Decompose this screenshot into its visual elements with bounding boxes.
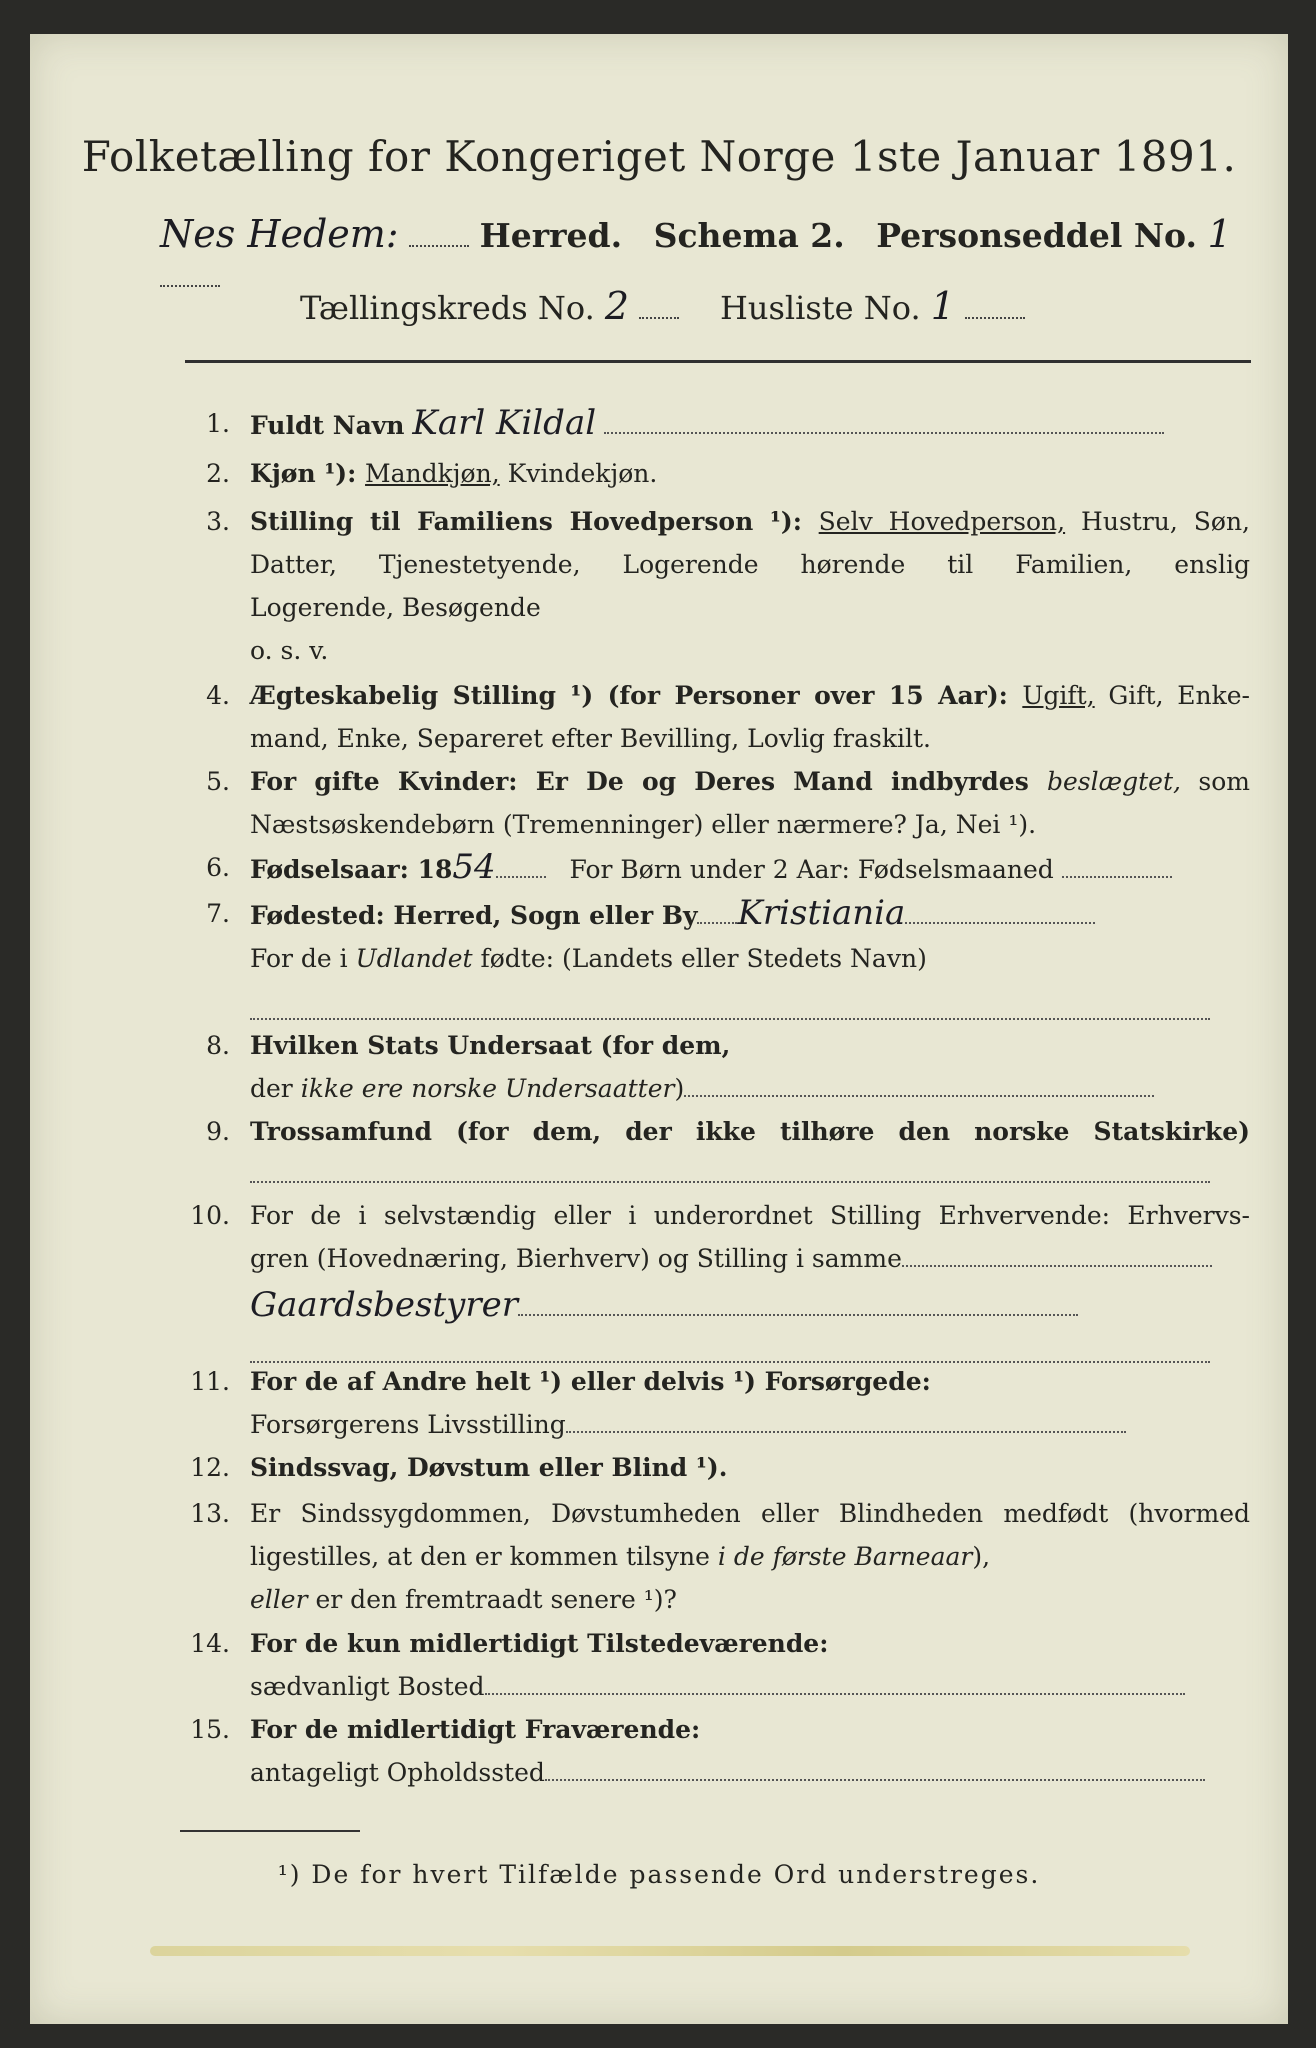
header-rule bbox=[185, 360, 1251, 363]
dotted-line bbox=[902, 1253, 1212, 1268]
item-number: 13. bbox=[190, 1499, 230, 1528]
birthplace-value: Kristiania bbox=[737, 893, 906, 933]
schema-label: Schema 2. bbox=[653, 216, 845, 255]
dotted-line bbox=[496, 864, 546, 879]
item-label: Sindssvag, Døvstum eller Blind ¹). bbox=[250, 1453, 728, 1482]
item-label: For gifte Kvinder: Er De og Deres Mand indbyrdes bbox=[250, 767, 1047, 796]
selected-option: Selv Hovedperson, bbox=[818, 507, 1066, 536]
item-text: der bbox=[250, 1074, 301, 1103]
item-text: Forsørgerens Livsstilling bbox=[250, 1410, 566, 1439]
item-text: gren (Hovednæring, Bierhverv) og Stilling i samme bbox=[250, 1244, 902, 1273]
selected-option: Mandkjøn, bbox=[365, 459, 500, 488]
item-text: er den fremtraadt senere ¹)? bbox=[307, 1585, 677, 1614]
item-label: Fødested: Herred, Sogn eller By bbox=[250, 901, 698, 930]
italic-text: eller bbox=[250, 1585, 308, 1614]
birth-year-value: 54 bbox=[452, 847, 496, 887]
item-text: ), bbox=[972, 1542, 991, 1571]
item-label: For de kun midlertidigt Tilstedeværende: bbox=[250, 1629, 829, 1658]
item-label: Er Sindssygdommen, Døvstumheden eller Blindheden medfødt (hvormed bbox=[250, 1499, 1250, 1528]
dotted-line bbox=[160, 265, 220, 287]
item-number: 2. bbox=[206, 459, 230, 488]
item-text: antageligt Opholdssted bbox=[250, 1758, 545, 1787]
dotted-line bbox=[545, 1767, 1205, 1782]
kreds-row bbox=[300, 284, 1200, 328]
item-label: Fuldt Navn bbox=[250, 411, 405, 440]
item-text: ligestilles, at den er kommen tilsyne bbox=[250, 1542, 718, 1571]
form-title: Folketælling for Kongeriget Norge 1ste Januar 1891. bbox=[81, 132, 1237, 181]
item-number: 8. bbox=[206, 1031, 230, 1060]
item-label: Kjøn ¹): bbox=[250, 459, 366, 488]
option-text: Datter, Tjenestetyende, Logerende hørende til Familien, enslig bbox=[250, 550, 1250, 579]
dotted-line bbox=[684, 1083, 1154, 1098]
occupation-value: Gaardsbestyrer bbox=[250, 1285, 518, 1325]
dotted-line bbox=[1062, 864, 1172, 879]
option-text: Logerende, Besøgende bbox=[250, 593, 541, 622]
item-label: Trossamfund (for dem, der ikke tilhøre den norske Statskirke) bbox=[250, 1117, 1250, 1146]
item-number: 12. bbox=[190, 1453, 230, 1482]
item-number: 9. bbox=[206, 1117, 230, 1146]
paper-stain bbox=[150, 1946, 1190, 1956]
item-number: 5. bbox=[206, 767, 230, 796]
husliste-label: Husliste No. bbox=[719, 289, 921, 327]
item-label: Hvilken Stats Undersaat (for dem, bbox=[250, 1031, 731, 1060]
kreds-number: 2 bbox=[604, 284, 630, 328]
item-label: For de i selvstændig eller i underordnet Stilling Erhvervende: Erhvervs- bbox=[250, 1201, 1250, 1230]
item-label: For de af Andre helt ¹) eller delvis ¹) Forsørgede: bbox=[250, 1367, 931, 1396]
full-name-value: Karl Kildal bbox=[412, 403, 597, 443]
item-text: For de i bbox=[250, 944, 356, 973]
item-number: 11. bbox=[190, 1367, 230, 1396]
kreds-label: Tællingskreds No. bbox=[300, 289, 595, 327]
dotted-line bbox=[905, 910, 1095, 925]
item-label: For Børn under 2 Aar: Fødselsmaaned bbox=[569, 855, 1054, 884]
italic-text: ikke ere norske Undersaatter bbox=[300, 1074, 675, 1103]
selected-option: Ugift, bbox=[1022, 681, 1095, 710]
dotted-line bbox=[566, 1419, 1126, 1434]
dotted-line bbox=[639, 298, 679, 319]
herred-row bbox=[160, 212, 1260, 295]
dotted-line bbox=[409, 225, 469, 247]
item-number: 7. bbox=[206, 899, 230, 928]
option-text: som bbox=[1180, 767, 1250, 796]
dotted-line bbox=[697, 910, 737, 925]
dotted-line bbox=[965, 298, 1025, 319]
dotted-line bbox=[485, 1681, 1185, 1696]
item-number: 6. bbox=[206, 853, 230, 882]
item-number: 14. bbox=[190, 1629, 230, 1658]
personseddel-number: 1 bbox=[1207, 212, 1232, 256]
item-text: ) bbox=[674, 1074, 685, 1103]
item-number: 15. bbox=[190, 1715, 230, 1744]
item-label: Fødselsaar: 18 bbox=[250, 855, 453, 884]
item-text: sædvanligt Bosted bbox=[250, 1672, 485, 1701]
footnote: ¹) De for hvert Tilfælde passende Ord understreges. bbox=[277, 1860, 1041, 1889]
dotted-line bbox=[604, 420, 1164, 435]
personseddel-label: Personseddel No. bbox=[876, 216, 1197, 255]
footnote-rule bbox=[180, 1830, 360, 1832]
census-form bbox=[30, 34, 1288, 2024]
dotted-line bbox=[518, 1302, 1078, 1317]
item-label: For de midlertidigt Fraværende: bbox=[250, 1715, 701, 1744]
option-text: mand, Enke, Separeret efter Bevilling, Lovlig fraskilt. bbox=[250, 724, 931, 753]
italic-text: Udlandet bbox=[355, 944, 473, 973]
item-number: 4. bbox=[206, 681, 230, 710]
item-number: 1. bbox=[206, 409, 230, 438]
option-text: o. s. v. bbox=[250, 636, 329, 665]
item-label: Stilling til Familiens Hovedperson ¹): bbox=[250, 507, 819, 536]
item-number: 10. bbox=[190, 1201, 230, 1230]
item-number: 3. bbox=[206, 507, 230, 536]
italic-text: i de første Barneaar bbox=[717, 1542, 973, 1571]
herred-label: Herred. bbox=[479, 216, 623, 255]
option-text: Gift, Enke- bbox=[1094, 681, 1250, 710]
item-label: Ægteskabelig Stilling ¹) (for Personer over 15 Aar): bbox=[250, 681, 1023, 710]
herred-handwritten: Nes Hedem: bbox=[160, 212, 399, 256]
husliste-number: 1 bbox=[930, 284, 955, 328]
option-text: Kvindekjøn. bbox=[499, 459, 658, 488]
option-text: Næstsøskendebørn (Tremenninger) eller nærmere? Ja, Nei ¹). bbox=[250, 810, 1037, 839]
dotted-line bbox=[250, 1006, 1210, 1021]
option-text: Hustru, Søn, bbox=[1065, 507, 1250, 536]
italic-text: beslægtet, bbox=[1046, 767, 1181, 796]
item-text: fødte: (Landets eller Stedets Navn) bbox=[472, 944, 927, 973]
dotted-line bbox=[250, 1169, 1210, 1184]
